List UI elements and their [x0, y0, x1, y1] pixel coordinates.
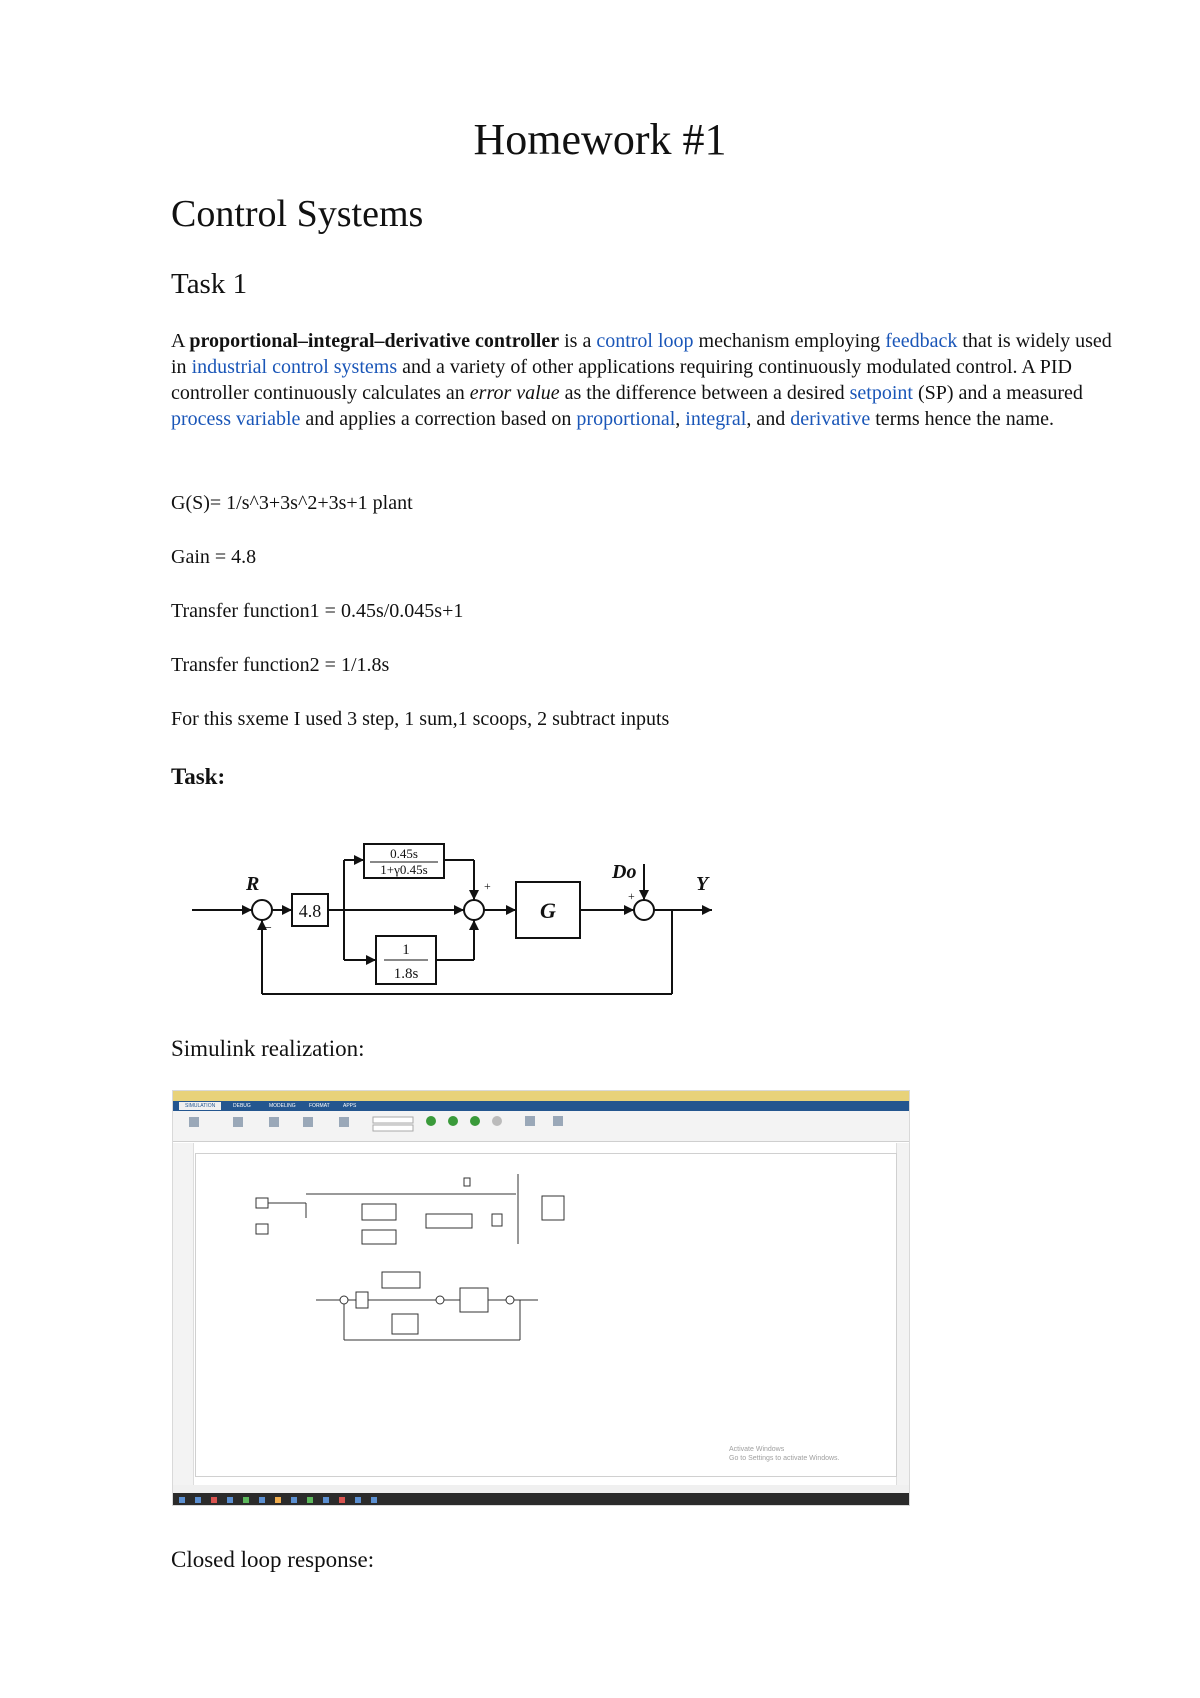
- link-control-loop[interactable]: control loop: [596, 330, 694, 352]
- link-setpoint[interactable]: setpoint: [849, 382, 913, 404]
- sum-junction-2: [464, 900, 484, 920]
- left-palette: [173, 1143, 194, 1485]
- tab-modeling[interactable]: MODELING: [269, 1103, 296, 1109]
- input-label: R: [246, 873, 260, 895]
- link-proportional[interactable]: proportional: [576, 408, 676, 430]
- model-canvas[interactable]: [195, 1153, 897, 1477]
- plus-sign: +: [484, 879, 491, 893]
- taskbar-icons: [173, 1494, 909, 1506]
- derivative-denominator: 1+γ0.45s: [380, 862, 428, 877]
- document-title: Homework #1: [473, 115, 727, 164]
- disturbance-label: Do: [612, 861, 637, 883]
- plus-sign-2: +: [628, 889, 635, 903]
- bold-term: proportional–integral–derivative controller: [189, 330, 560, 352]
- model-blocks: [196, 1154, 896, 1476]
- right-panel: [896, 1143, 909, 1485]
- plant-label: G: [540, 898, 556, 923]
- closed-loop-label: Closed loop response:: [171, 1547, 375, 1572]
- link-feedback[interactable]: feedback: [885, 330, 958, 352]
- link-integral[interactable]: integral: [685, 408, 747, 430]
- tab-debug[interactable]: DEBUG: [233, 1103, 251, 1109]
- section-heading: Control Systems: [171, 193, 424, 235]
- pid-description: A proportional–integral–derivative controller is a control loop mechanism employing feedback that is widely used in industrial control systems and a variety of other applications requiring continuously modulated control. A PID controller continuously calculates an error value as the difference between a desired setpoint (SP) and a measured process variable and applies a correction based on proportional, integral, and derivative terms hence the name.: [171, 330, 1112, 430]
- ribbon-icons: [173, 1111, 909, 1141]
- task-label: Task:: [171, 764, 226, 789]
- ribbon-toolbar: [173, 1111, 909, 1142]
- output-label: Y: [696, 873, 709, 895]
- status-bar: [173, 1485, 909, 1493]
- plant-line: G(S)= 1/s^3+3s^2+3s+1 plant: [171, 492, 413, 514]
- sum-junction-1: [252, 900, 272, 920]
- gain-line: Gain = 4.8: [171, 546, 257, 568]
- derivative-numerator: 0.45s: [390, 846, 418, 861]
- tf1-line: Transfer function1 = 0.45s/0.045s+1: [171, 600, 464, 622]
- sum-junction-3: [634, 900, 654, 920]
- tab-format[interactable]: FORMAT: [309, 1103, 330, 1109]
- windows-taskbar: [173, 1493, 909, 1505]
- tab-apps[interactable]: APPS: [343, 1103, 357, 1109]
- error-value-term: error value: [469, 382, 560, 404]
- link-derivative[interactable]: derivative: [790, 408, 871, 430]
- task-heading: Task 1: [171, 268, 248, 300]
- tf2-line: Transfer function2 = 1/1.8s: [171, 654, 390, 676]
- simulink-screenshot: [172, 1090, 910, 1506]
- link-industrial-control-systems[interactable]: industrial control systems: [191, 356, 398, 378]
- integral-denominator: 1.8s: [393, 966, 419, 982]
- activation-watermark: Activate Windows Go to Settings to activate Windows.: [729, 1446, 840, 1462]
- window-titlebar: [173, 1091, 909, 1101]
- minus-sign: −: [264, 921, 272, 936]
- link-process-variable[interactable]: process variable: [171, 408, 301, 430]
- gain-value: 4.8: [298, 901, 322, 921]
- pid-block-diagram: [180, 808, 740, 1008]
- tab-simulation[interactable]: SIMULATION: [179, 1102, 221, 1110]
- simulink-label: Simulink realization:: [171, 1036, 365, 1061]
- scheme-line: For this sxeme I used 3 step, 1 sum,1 scoops, 2 subtract inputs: [171, 708, 670, 730]
- integral-numerator: 1: [402, 942, 410, 958]
